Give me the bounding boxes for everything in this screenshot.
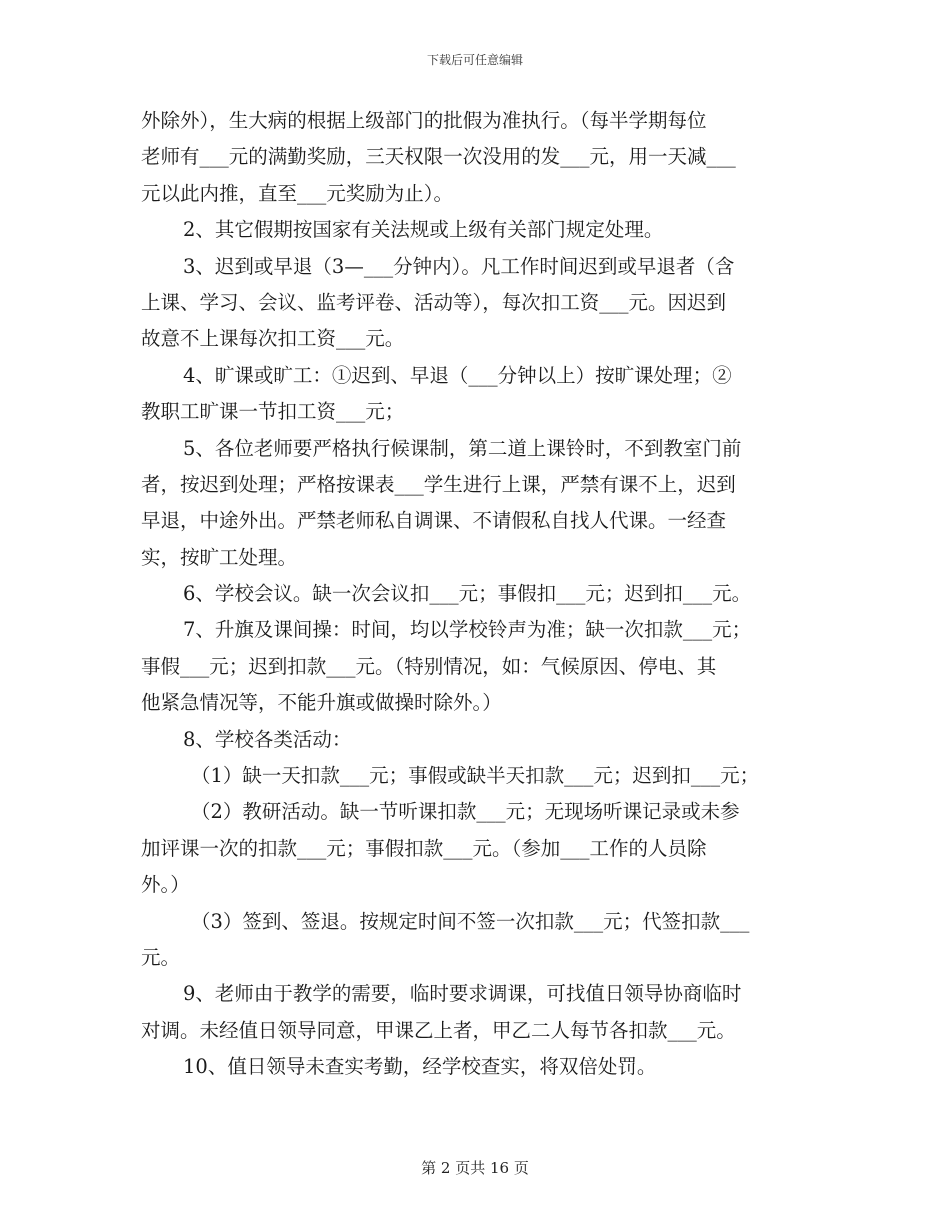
text-line: 元以此内推，直至___元奖励为止）。	[141, 181, 454, 205]
text-line: 实，按旷工处理。	[141, 545, 298, 569]
text-line: 外。）	[141, 873, 190, 897]
text-line: 外除外），生大病的根据上级部门的批假为准执行。（每半学期每位	[141, 109, 707, 132]
text-line: 加评课一次的扣款___元；事假扣款___元。（参加___工作的人员除	[141, 836, 707, 860]
text-line: 9、老师由于教学的需要，临时要求调课，可找值日领导协商临时	[183, 982, 742, 1006]
text-line: 4、旷课或旷工：①迟到、早退（___分钟以上）按旷课处理；②	[183, 363, 732, 387]
text-line: 者，按迟到处理；严格按课表___学生进行上课，严禁有课不上，迟到	[141, 472, 736, 496]
text-line: 老师有___元的满勤奖励，三天权限一次没用的发___元，用一天减___	[141, 145, 736, 169]
text-line: 6、学校会议。缺一次会议扣___元；事假扣___元；迟到扣___元。	[183, 582, 752, 606]
text-line: 2、其它假期按国家有关法规或上级有关部门规定处理。	[183, 218, 664, 242]
text-line: 8、学校各类活动：	[183, 727, 352, 751]
text-line: 事假___元；迟到扣款___元。（特别情况，如：气候原因、停电、其	[141, 654, 717, 678]
text-line: 3、迟到或早退（3—___分钟内）。凡工作时间迟到或早退者（含	[183, 254, 735, 278]
page-footer: 第 2 页共 16 页	[421, 1159, 529, 1177]
text-line: 5、各位老师要严格执行候课制，第二道上课铃时，不到教室门前	[183, 436, 742, 460]
text-line: 教职工旷课一节扣工资___元；	[141, 400, 405, 424]
text-line: （2）教研活动。缺一节听课扣款___元；无现场听课记录或未参	[191, 800, 740, 824]
text-line: （1）缺一天扣款___元；事假或缺半天扣款___元；迟到扣___元；	[191, 764, 760, 788]
text-line: 他紧急情况等，不能升旗或做操时除外。）	[141, 691, 502, 715]
text-line: 元。	[141, 945, 181, 969]
text-line: 故意不上课每次扣工资___元。	[141, 327, 405, 351]
text-line: （3）签到、签退。按规定时间不签一次扣款___元；代签扣款___	[191, 909, 750, 933]
text-line: 7、升旗及课间操：时间，均以学校铃声为准；缺一次扣款___元；	[183, 618, 752, 642]
text-line: 早退，中途外出。严禁老师私自调课、不请假私自找人代课。一经查	[141, 509, 727, 533]
document-body	[141, 103, 813, 1086]
text-line: 10、值日领导未查实考勤，经学校查实，将双倍处罚。	[183, 1055, 657, 1079]
text-line: 上课、学习、会议、监考评卷、活动等），每次扣工资___元。因迟到	[141, 290, 727, 314]
text-line: 对调。未经值日领导同意，甲课乙上者，甲乙二人每节各扣款___元。	[141, 1018, 736, 1042]
page-header: 下载后可任意编辑	[426, 53, 523, 67]
